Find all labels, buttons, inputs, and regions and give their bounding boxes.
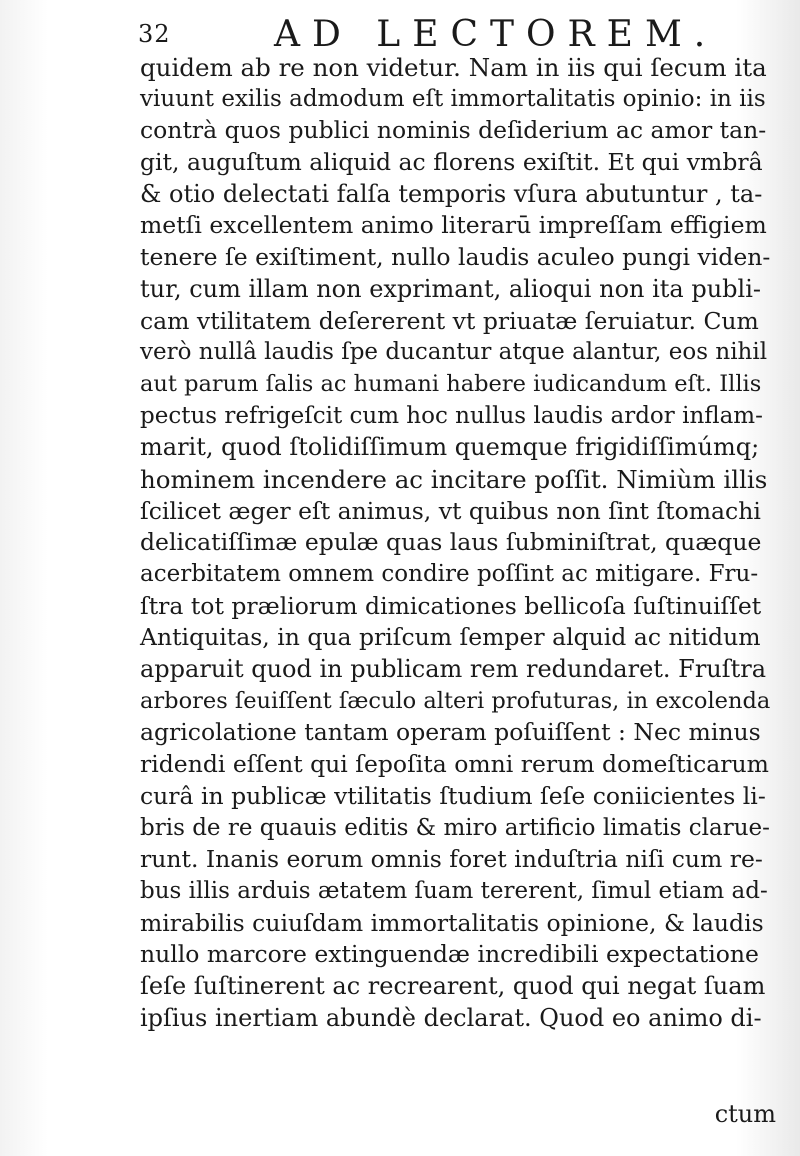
text-line: acerbitatem omnem condire poſſint ac mitigare. Fru- xyxy=(140,561,759,587)
text-line: curâ in publicæ vtilitatis ſtudium ſeſe coniicientes li- xyxy=(140,781,766,810)
text-line: ipſius inertiam abundè declarat. Quod eo animo di- xyxy=(140,1003,762,1032)
text-line: ſcilicet æger eſt animus, vt quibus non ſint ſtomachi xyxy=(140,496,761,525)
text-line: mirabilis cuiuſdam immortalitatis opinione, & laudis xyxy=(140,908,764,937)
text-line: tenere ſe exiſtiment, nullo laudis aculeo pungi viden- xyxy=(140,243,771,272)
text-line: Antiquitas, in qua priſcum ſemper alquid ac nitidum xyxy=(140,623,761,652)
text-line: tur, cum illam non exprimant, alioqui non ita publi- xyxy=(140,274,761,303)
text-line: agricolatione tantam operam poſuiſſent : Nec minus xyxy=(140,718,761,747)
text-line: ſtra tot præliorum dimicationes bellicoſa ſuſtinuiſſet xyxy=(140,591,762,620)
text-line: marit, quod ſtolidiſſimum quemque frigidiſſimúmq; xyxy=(140,433,760,462)
text-line: runt. Inanis eorum omnis foret induſtria niſi cum re- xyxy=(140,845,763,874)
text-line: ridendi eſſent qui ſepoſita omni rerum domeſticarum xyxy=(140,750,769,779)
text-line: & otio delectati falſa temporis vſura abutuntur , ta- xyxy=(140,179,763,208)
catchword: ctum xyxy=(714,1100,776,1128)
page-header xyxy=(138,14,778,54)
text-line: bus illis arduis ætatem ſuam tererent, ſimul etiam ad- xyxy=(140,877,768,904)
text-line: git, auguſtum aliquid ac florens exiſtit. Et qui vmbrâ xyxy=(140,148,763,177)
text-line: delicatiſſimæ epulæ quas laus ſubminiſtrat, quæque xyxy=(140,528,762,557)
page-number: 32 xyxy=(138,20,171,48)
text-line: hominem incendere ac incitare poſſit. Nimiùm illis xyxy=(140,464,768,494)
text-line: nullo marcore extinguendæ incredibili expectatione xyxy=(140,940,759,969)
text-line: apparuit quod in publicam rem redundaret. Fruſtra xyxy=(140,655,767,684)
text-line: bris de re quauis editis & miro artificio limatis clarue- xyxy=(140,814,770,841)
text-line: viuunt exilis admodum eſt immortalitatis opinio: in iis xyxy=(140,85,766,112)
text-line: cam vtilitatem deſererent vt priuatæ ſeruiatur. Cum xyxy=(140,306,759,335)
text-line: pectus refrigeſcit cum hoc nullus laudis ardor inflam- xyxy=(140,402,763,429)
text-line: aut parum ſalis ac humani habere iudicandum eſt. Illis xyxy=(140,370,762,397)
text-line: metſi excellentem animo literarū impreſſam effigiem xyxy=(140,211,767,240)
text-line: ſeſe ſuſtinerent ac recrearent, quod qui negat ſuam xyxy=(140,971,766,1000)
text-line: verò nullâ laudis ſpe ducantur atque alantur, eos nihil xyxy=(140,339,768,366)
text-line: arbores ſeuiſſent ſæculo alteri profuturas, in excolenda xyxy=(140,687,771,714)
text-line: contrà quos publici nominis deſiderium ac amor tan- xyxy=(140,116,767,145)
text-line: quidem ab re non videtur. Nam in iis qui ſecum ita xyxy=(140,53,767,82)
running-head: AD LECTOREM. xyxy=(274,14,718,55)
body-text xyxy=(140,52,770,1034)
